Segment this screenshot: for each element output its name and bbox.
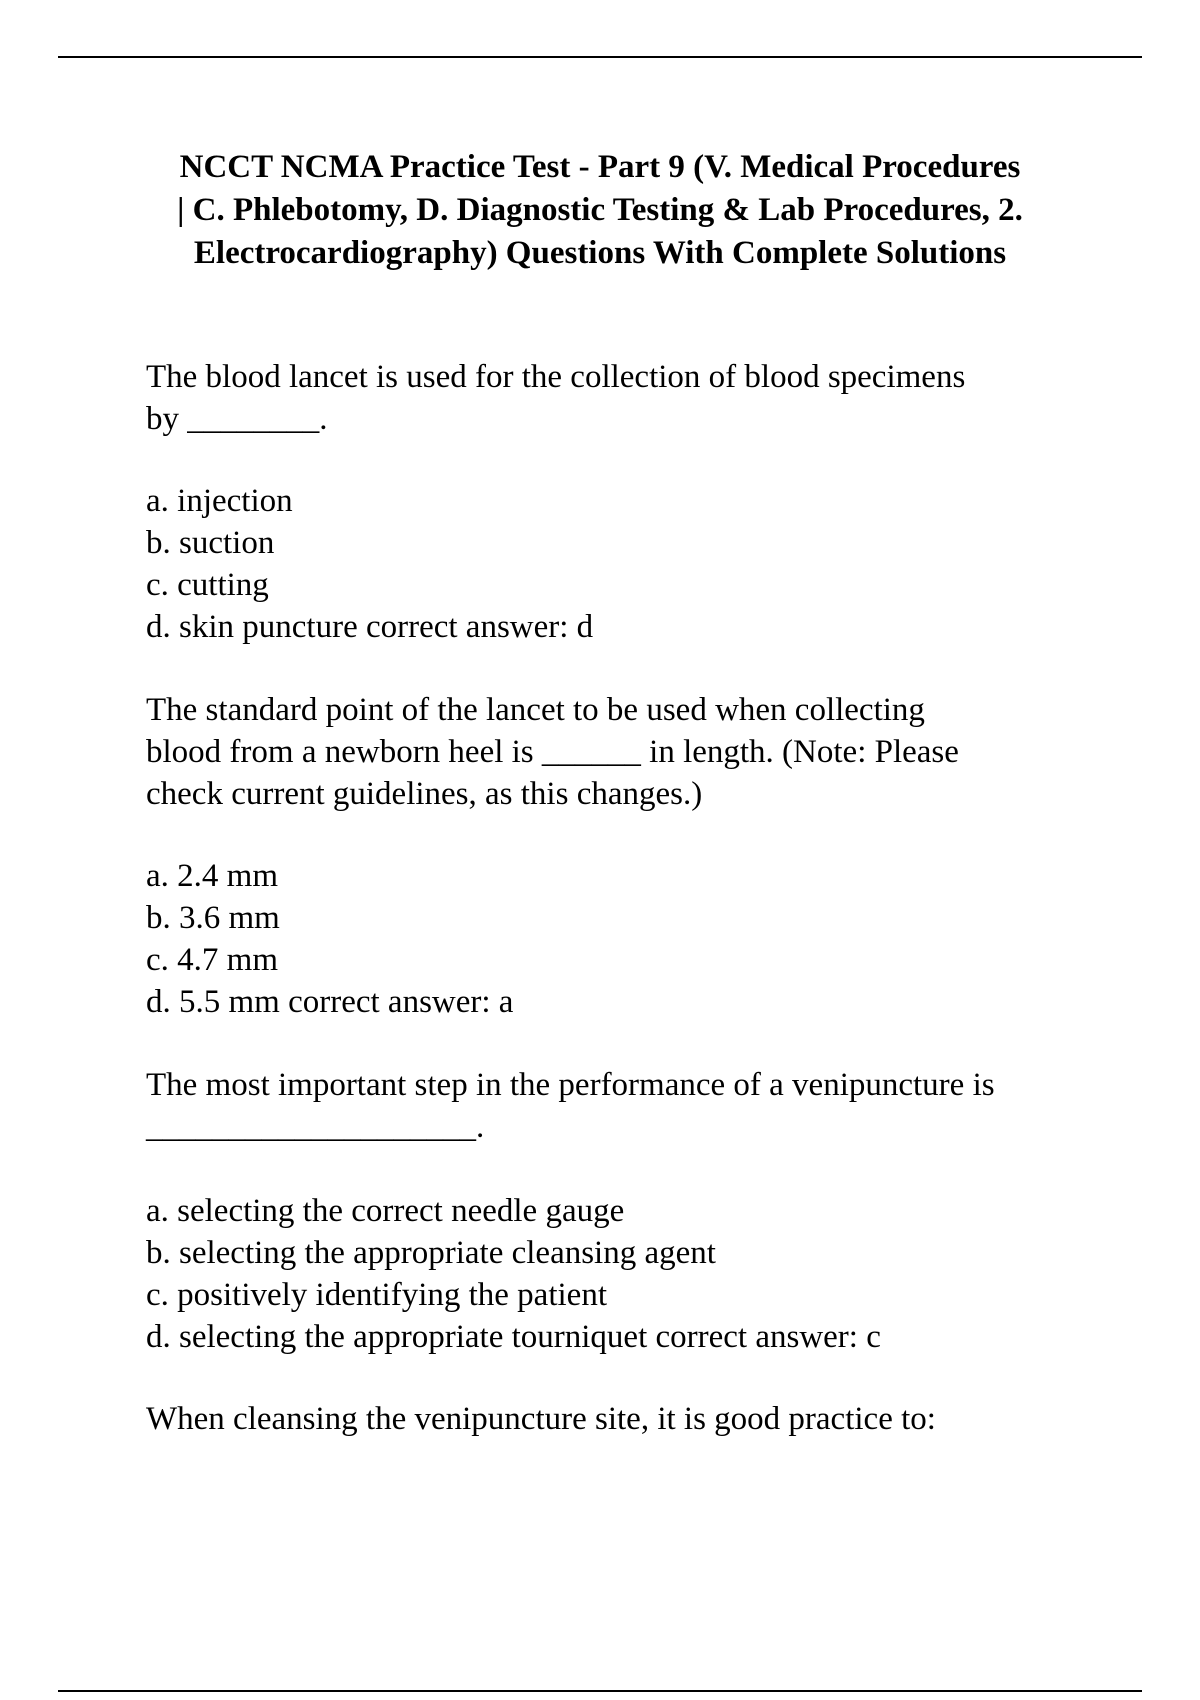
question-stem-line: blood from a newborn heel is ______ in length. (Note: Please <box>146 734 959 770</box>
question-stem-line: by ________. <box>146 401 328 437</box>
footer-rule <box>58 1690 1142 1692</box>
document-title <box>120 146 1080 275</box>
answer-option: c. 4.7 mm <box>146 942 278 978</box>
answer-option: b. selecting the appropriate cleansing agent <box>146 1235 716 1271</box>
question-1-stem <box>146 356 1086 440</box>
answer-option: a. selecting the correct needle gauge <box>146 1193 625 1229</box>
question-1-options <box>146 480 1086 648</box>
answer-option: d. selecting the appropriate tourniquet correct answer: c <box>146 1319 881 1355</box>
question-2-options <box>146 855 1086 1023</box>
answer-option: d. 5.5 mm correct answer: a <box>146 984 514 1020</box>
question-stem-line: check current guidelines, as this changes.) <box>146 776 703 812</box>
answer-option: a. injection <box>146 483 293 519</box>
answer-option: c. cutting <box>146 567 269 603</box>
answer-option: b. suction <box>146 525 275 561</box>
question-3-stem <box>146 1064 1086 1148</box>
answer-option: c. positively identifying the patient <box>146 1277 607 1313</box>
title-line: Electrocardiography) Questions With Complete Solutions <box>193 235 1007 271</box>
question-stem-line: The standard point of the lancet to be used when collecting <box>146 692 925 728</box>
question-stem-line: ____________________. <box>146 1109 485 1145</box>
answer-option: b. 3.6 mm <box>146 900 280 936</box>
question-stem-line: The most important step in the performance of a venipuncture is <box>146 1067 995 1103</box>
title-line: NCCT NCMA Practice Test - Part 9 (V. Medical Procedures <box>179 149 1021 185</box>
question-stem-line: When cleansing the venipuncture site, it is good practice to: <box>146 1401 936 1437</box>
question-3-options <box>146 1190 1086 1358</box>
question-2-stem <box>146 689 1086 815</box>
answer-option: a. 2.4 mm <box>146 858 278 894</box>
question-4-stem <box>146 1398 1086 1440</box>
header-rule <box>58 56 1142 58</box>
title-line: | C. Phlebotomy, D. Diagnostic Testing & Lab Procedures, 2. <box>177 192 1023 228</box>
question-stem-line: The blood lancet is used for the collection of blood specimens <box>146 359 966 395</box>
answer-option: d. skin puncture correct answer: d <box>146 609 594 645</box>
